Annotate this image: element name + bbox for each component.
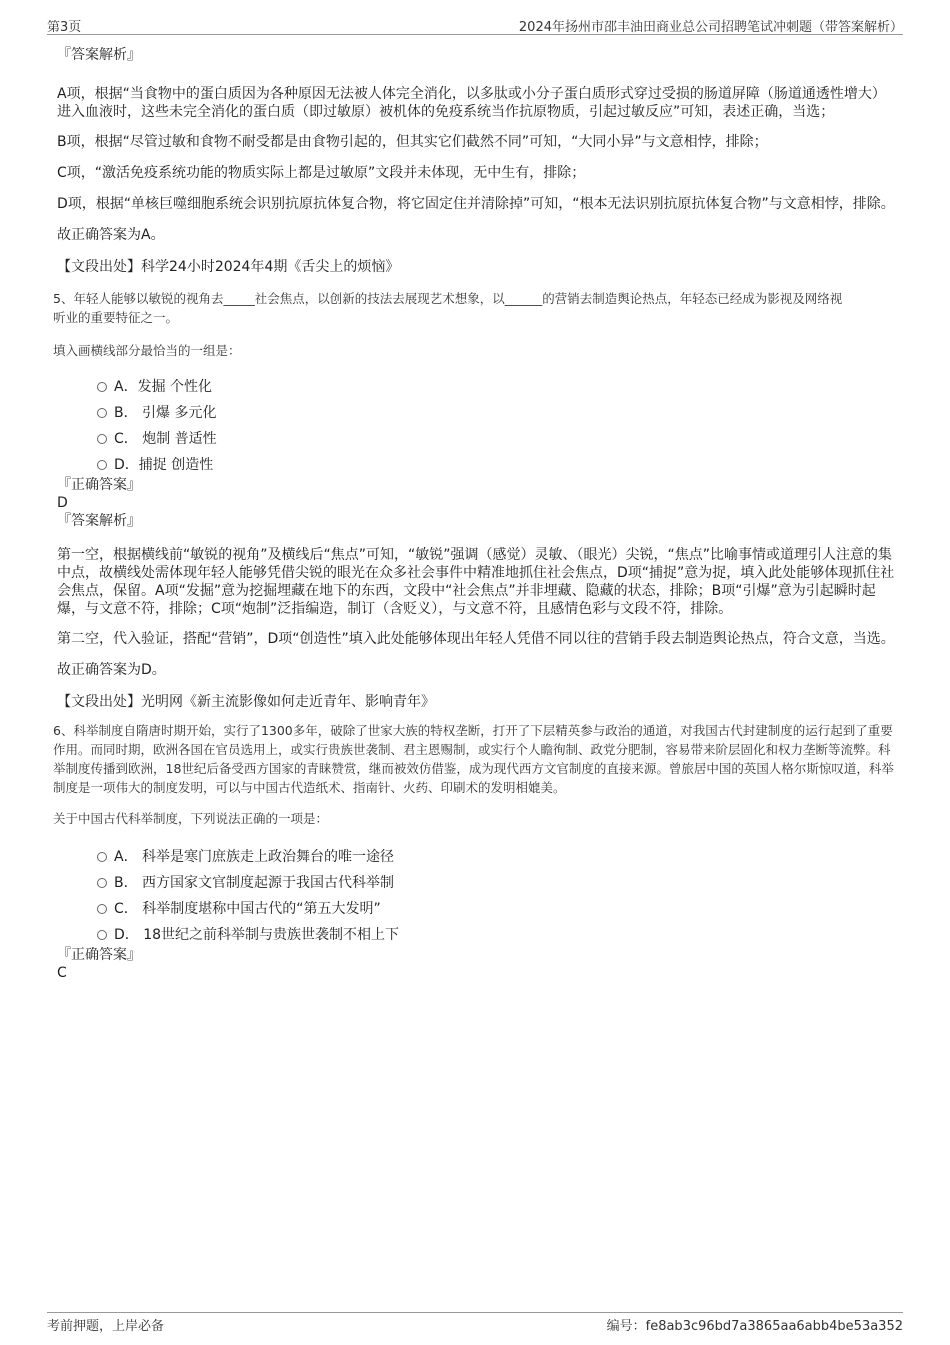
- option-c[interactable]: C． 炮制 普适性: [57, 430, 897, 456]
- analysis-paragraph-a: A项，根据“当食物中的蛋白质因为各种原因无法被人体完全消化，以多肽或小分子蛋白质形式穿过受损的肠道屏障（肠道通透性增大）进入血液时，这些未完全消化的蛋白质（即过敏原）被机体的免疫系统当作抗原物质，引起过敏反应”可知，表述正确，当选；: [57, 86, 886, 120]
- question-6-prompt: 关于中国古代科举制度，下列说法正确的一项是：: [53, 811, 329, 826]
- conclusion: 故正确答案为D。: [57, 662, 166, 678]
- document-id: 编号：fe8ab3c96bd7a3865aa6abb4be53a352: [606, 1319, 903, 1334]
- page-footer: [47, 1312, 903, 1333]
- source-citation: 【文段出处】科学24小时2024年4期《舌尖上的烦恼》: [57, 259, 400, 275]
- conclusion: 故正确答案为A。: [57, 227, 165, 243]
- question-5-stem-line2: 听业的重要特征之一。: [53, 310, 179, 325]
- option-a[interactable]: A． 科举是寒门庶族走上政治舞台的唯一途径: [57, 848, 897, 874]
- radio-icon[interactable]: [97, 852, 107, 862]
- page-header: [47, 14, 903, 35]
- question-5-prompt: 填入画横线部分最恰当的一组是：: [53, 343, 241, 358]
- analysis-paragraph-c: C项，“激活免疫系统功能的物质实际上都是过敏原”文段并未体现，无中生有，排除；: [57, 165, 586, 181]
- question-6-stem: 6、科举制度自隋唐时期开始，实行了1300多年，破除了世家大族的特权垄断，打开了下层精英参与政治的通道，对我国古代封建制度的运行起到了重要作用。而同时期，欧洲各国在官员选用上，或实行贵族世袭制、君主恩赐制，或实行个人瞻徇制、政党分肥制，容易带来阶层固化和权力垄断等流弊。科举制度传播到欧洲，18世纪后备受西方国家的青睐赞赏，继而被效仿借鉴，成为现代西方文官制度的直接来源。曾旅居中国的英国人格尔斯惊叹道，科举制度是一项伟大的制度发明，可以与中国古代造纸术、指南针、火药、印刷术的发明相媲美。: [53, 723, 894, 795]
- question-5-stem-line1: 5、年轻人能够以敏锐的视角去_____社会焦点，以创新的技法去展现艺术想象，以______的营销去制造舆论热点，年轻态已经成为影视及网络视: [53, 291, 843, 306]
- correct-answer: D: [57, 495, 68, 511]
- analysis-paragraph-1: 第一空，根据横线前“敏锐的视角”及横线后“焦点”可知，“敏锐”强调（感觉）灵敏、（眼光）尖锐，“焦点”比喻事情或道理引人注意的集中点，故横线处需体现年轻人能够凭借尖锐的眼光在众多社会事件中精准地抓住社会焦点，D项“捕捉”意为捉，填入此处能够体现抓住社会焦点，保留。A项“发掘”意为挖掘埋藏在地下的东西，文段中“社会焦点”并非埋藏、隐藏的状态，排除；B项“引爆”意为引起瞬时起爆，与文意不符，排除；C项“炮制”泛指编造，制订（含贬义），与文意不符，且感情色彩与文段不符，排除。: [57, 547, 895, 617]
- answer-label: 『正确答案』: [57, 477, 141, 493]
- page-number: 第3页: [47, 20, 82, 35]
- option-b[interactable]: B． 引爆 多元化: [57, 404, 897, 430]
- option-a[interactable]: A．发掘 个性化: [57, 378, 897, 404]
- analysis-paragraph-d: D项，根据“单核巨噬细胞系统会识别抗原抗体复合物，将它固定住并清除掉”可知，“根本无法识别抗原抗体复合物”与文意相悖，排除。: [57, 196, 895, 212]
- radio-icon[interactable]: [97, 904, 107, 914]
- option-c[interactable]: C． 科举制度堪称中国古代的“第五大发明”: [57, 900, 897, 926]
- correct-answer: C: [57, 965, 67, 981]
- source-citation: 【文段出处】光明网《新主流影像如何走近青年、影响青年》: [57, 694, 435, 710]
- radio-icon[interactable]: [97, 460, 107, 470]
- radio-icon[interactable]: [97, 878, 107, 888]
- footer-slogan: 考前押题，上岸必备: [47, 1319, 165, 1334]
- answer-label: 『正确答案』: [57, 947, 141, 963]
- analysis-paragraph-b: B项，根据“尽管过敏和食物不耐受都是由食物引起的，但其实它们截然不同”可知，“大同小异”与文意相悖，排除；: [57, 134, 768, 150]
- radio-icon[interactable]: [97, 408, 107, 418]
- analysis-label: 『答案解析』: [57, 47, 141, 63]
- radio-icon[interactable]: [97, 434, 107, 444]
- radio-icon[interactable]: [97, 930, 107, 940]
- analysis-label: 『答案解析』: [57, 513, 141, 529]
- radio-icon[interactable]: [97, 382, 107, 392]
- option-d[interactable]: D．捕捉 创造性: [57, 456, 897, 482]
- question-5-options: [57, 378, 897, 482]
- document-body: [53, 46, 897, 982]
- document-title: 2024年扬州市邵丰油田商业总公司招聘笔试冲刺题（带答案解析）: [518, 20, 903, 35]
- option-b[interactable]: B． 西方国家文官制度起源于我国古代科举制: [57, 874, 897, 900]
- analysis-paragraph-2: 第二空，代入验证，搭配“营销”，D项“创造性”填入此处能够体现出年轻人凭借不同以往的营销手段去制造舆论热点，符合文意，当选。: [57, 631, 895, 647]
- question-6-options: [57, 848, 897, 952]
- option-d[interactable]: D． 18世纪之前科举制与贵族世袭制不相上下: [57, 926, 897, 952]
